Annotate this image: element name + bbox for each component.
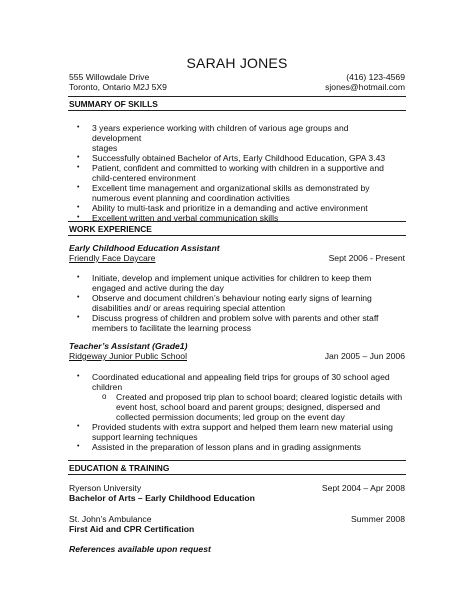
list-item: • Initiate, develop and implement unique activities for children to keep them [77, 273, 372, 283]
references-note: References available upon request [69, 544, 211, 554]
credential: First Aid and CPR Certification [69, 524, 195, 534]
school-name: St. John’s Ambulance [69, 514, 152, 524]
summary-heading: SUMMARY OF SKILLS [69, 99, 158, 109]
list-item: • Provided students with extra support and helped them learn new material using [77, 422, 393, 432]
list-item: • Excellent written and verbal communication skills [77, 213, 279, 223]
list-item: children [92, 382, 123, 392]
job-dates: Jan 2005 – Jun 2006 [324, 351, 405, 361]
list-item: stages [92, 143, 118, 153]
email-address: sjones@hotmail.com [325, 82, 405, 92]
list-item: • Excellent time management and organizational skills as demonstrated by [77, 183, 370, 193]
list-item: o Created and proposed trip plan to school board; cleared logistic details with [102, 392, 403, 402]
list-item: engaged and active during the day [92, 283, 224, 293]
list-item: • Successfully obtained Bachelor of Arts, Early Childhood Education, GPA 3.43 [77, 153, 386, 163]
school-name: Ryerson University [69, 483, 142, 493]
list-item: • 3 years experience working with children of various age groups and development [77, 123, 349, 143]
work-heading: WORK EXPERIENCE [69, 224, 152, 234]
job-dates: Sept 2006 - Present [328, 253, 405, 263]
list-item: • Ability to multi-task and prioritize in a demanding and active environment [77, 203, 368, 213]
list-item: disabilities and/ or areas requiring special attention [92, 303, 285, 313]
list-item: event host, school board and parent groups; designed, dispersed and [116, 402, 381, 412]
job-duties-list [70, 372, 415, 452]
candidate-name: SARAH JONES [186, 55, 288, 71]
list-item: collected permission documents; led group on the event day [116, 412, 345, 422]
address-line-1: 555 Willowdale Drive [69, 72, 150, 82]
education-dates: Summer 2008 [351, 514, 405, 524]
list-item: • Discuss progress of children and problem solve with parents and other staff [77, 313, 379, 323]
education-dates: Sept 2004 – Apr 2008 [321, 483, 405, 493]
divider [68, 474, 406, 475]
list-item: members to facilitate the learning process [92, 323, 252, 333]
divider [68, 110, 406, 111]
job-title: Early Childhood Education Assistant [69, 243, 220, 253]
list-item: support learning techniques [92, 432, 198, 442]
list-item: numerous event planning and coordination activities [92, 193, 290, 203]
employer-name: Ridgeway Junior Public School [69, 351, 187, 361]
list-item: child-centered environment [92, 173, 196, 183]
divider [68, 460, 406, 461]
divider [68, 235, 406, 236]
education-heading: EDUCATION & TRAINING [69, 463, 170, 473]
phone-number: (416) 123-4569 [346, 72, 405, 82]
divider [68, 96, 406, 97]
credential: Bachelor of Arts – Early Childhood Education [69, 493, 255, 503]
divider [68, 221, 406, 222]
list-item: • Assisted in the preparation of lesson plans and in grading assignments [77, 442, 361, 452]
employer-name: Friendly Face Daycare [69, 253, 156, 263]
address-line-2: Toronto, Ontario M2J 5X9 [69, 82, 167, 92]
list-item: • Coordinated educational and appealing field trips for groups of 30 school aged [77, 372, 390, 382]
summary-list [70, 123, 390, 223]
list-item: • Observe and document children’s behaviour noting early signs of learning [77, 293, 372, 303]
job-duties-list [70, 273, 415, 333]
list-item: • Patient, confident and committed to working with children in a supportive and [77, 163, 384, 173]
job-title: Teacher’s Assistant (Grade1) [69, 341, 188, 351]
